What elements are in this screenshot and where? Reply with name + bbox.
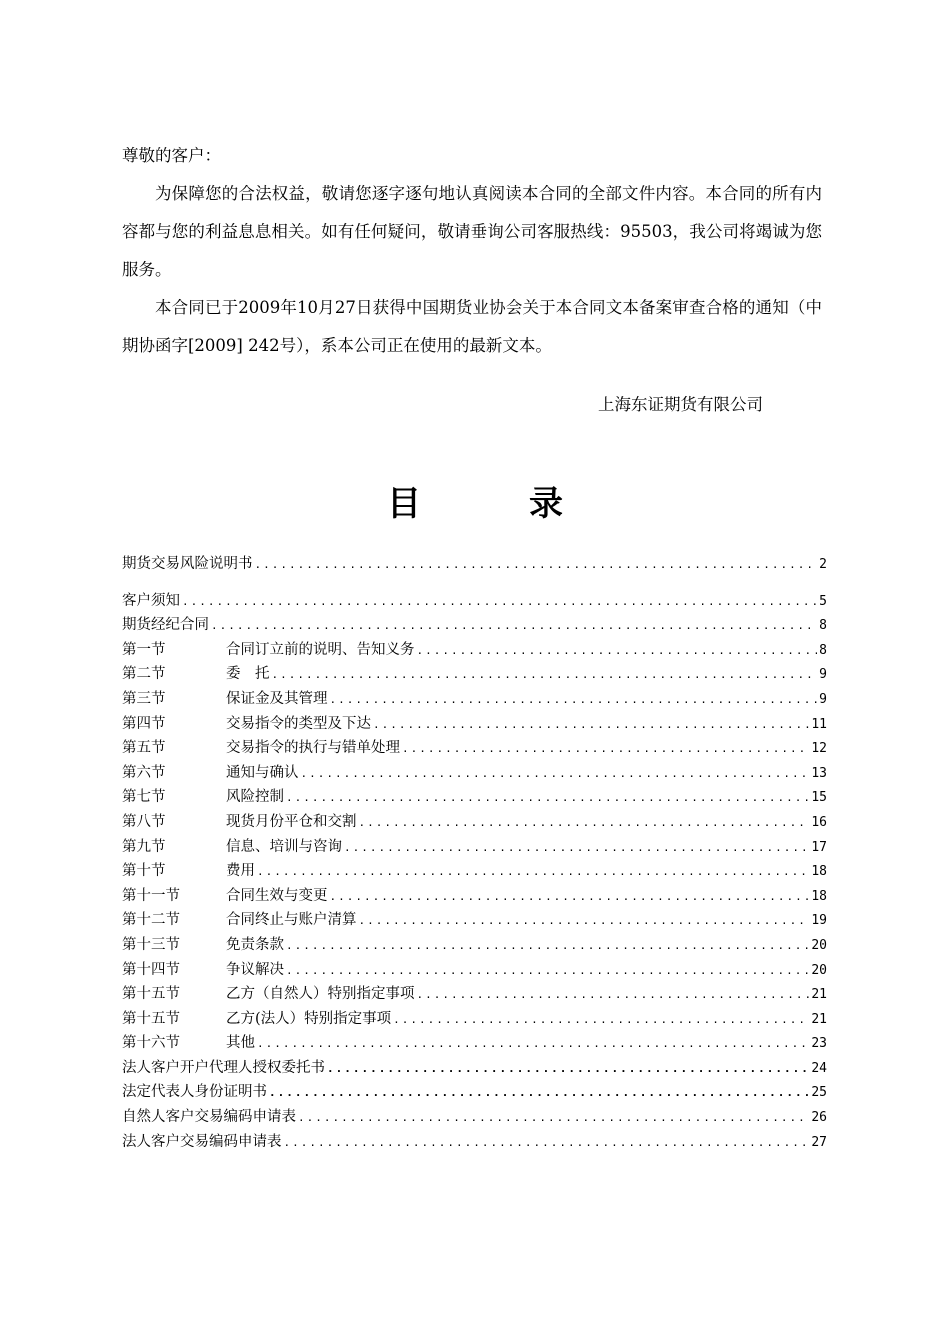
toc-page-number: 18	[811, 888, 827, 904]
toc-title-left: 目	[387, 484, 421, 524]
toc-entry[interactable]	[122, 933, 827, 958]
toc-leader-dots	[301, 762, 810, 787]
toc-section-number: 第十五节	[122, 1010, 180, 1027]
toc-section-number: 第六节	[122, 764, 166, 781]
toc-entry-title: 自然人客户交易编码申请表	[122, 1109, 296, 1126]
toc-page-number: 5	[819, 593, 827, 609]
toc-leader-dots	[257, 1032, 809, 1057]
toc-leader-dots	[284, 1131, 810, 1156]
toc-leader-dots	[211, 614, 817, 639]
toc-entry-title: 通知与确认	[226, 764, 299, 781]
toc-page-number: 9	[819, 667, 827, 683]
toc-leader-dots	[269, 1081, 809, 1106]
toc-page-number: 21	[811, 1011, 827, 1027]
toc-title-right: 录	[529, 484, 563, 524]
toc-page-number: 9	[819, 691, 827, 707]
toc-entry[interactable]	[122, 958, 827, 983]
toc-entry-title: 法定代表人身份证明书	[122, 1084, 267, 1101]
toc-page-number: 24	[811, 1060, 827, 1076]
toc-entry[interactable]	[122, 1007, 827, 1032]
toc-entry[interactable]	[122, 638, 827, 663]
toc-entry[interactable]	[122, 785, 827, 810]
toc-entry[interactable]	[122, 1031, 827, 1056]
intro-paragraph-1: 为保障您的合法权益，敬请您逐字逐句地认真阅读本合同的全部文件内容。本合同的所有内容都与您的利益息息相关。如有任何疑问，敬请垂询公司客服热线：95503，我公司将竭诚为您服务。	[122, 184, 822, 279]
toc-leader-dots	[330, 688, 818, 713]
toc-page-number: 26	[811, 1110, 827, 1126]
toc-entry-title: 期货交易风险说明书	[122, 556, 253, 572]
toc-entry-title: 其他	[226, 1035, 255, 1052]
company-signature: 上海东证期货有限公司	[598, 395, 763, 414]
toc-entry[interactable]	[122, 662, 827, 687]
toc-leader-dots	[373, 713, 809, 738]
toc-entry-title: 风险控制	[226, 789, 284, 806]
toc-page-number: 21	[811, 987, 827, 1003]
toc-entry[interactable]	[122, 736, 827, 761]
toc-entry-title: 交易指令的类型及下达	[226, 715, 371, 732]
toc-entry-title: 法人客户开户代理人授权委托书	[122, 1059, 325, 1076]
toc-leader-dots	[286, 959, 809, 984]
toc-page-number: 2	[819, 557, 827, 572]
toc-section-number: 第十节	[122, 863, 166, 880]
toc-page-number: 12	[811, 741, 827, 757]
toc-page-number: 27	[811, 1134, 827, 1150]
toc-leader-dots	[417, 983, 810, 1008]
toc-entry[interactable]	[122, 908, 827, 933]
intro-paragraph-2: 本合同已于2009年10月27日获得中国期货业协会关于本合同文本备案审查合格的通知（中期协函字[2009] 242号），系本公司正在使用的最新文本。	[122, 298, 822, 355]
toc-entry[interactable]	[122, 982, 827, 1007]
toc-entry-title: 合同订立前的说明、告知义务	[226, 641, 415, 658]
toc-page-number: 25	[811, 1085, 827, 1101]
toc-entry-title: 费用	[226, 863, 255, 880]
toc-entry[interactable]	[122, 859, 827, 884]
table-of-contents	[122, 552, 827, 1154]
toc-section-number: 第十六节	[122, 1035, 180, 1052]
toc-entry-title: 委 托	[226, 666, 270, 683]
toc-section-number: 第十四节	[122, 961, 180, 978]
toc-entry-title: 交易指令的执行与错单处理	[226, 740, 400, 757]
toc-entry[interactable]	[122, 613, 827, 638]
toc-entry[interactable]	[122, 1056, 827, 1081]
toc-entry[interactable]	[122, 687, 827, 712]
toc-section-number: 第二节	[122, 666, 166, 683]
toc-section-number: 第九节	[122, 838, 166, 855]
toc-section-number: 第十五节	[122, 986, 180, 1003]
toc-section-number: 第八节	[122, 813, 166, 830]
toc-page-number: 15	[811, 790, 827, 806]
toc-entry[interactable]	[122, 884, 827, 909]
toc-entry-title: 期货经纪合同	[122, 617, 209, 634]
toc-section-number: 第十三节	[122, 936, 180, 953]
toc-entry[interactable]	[122, 1130, 827, 1155]
toc-entry[interactable]	[122, 1105, 827, 1130]
toc-leader-dots	[286, 786, 809, 811]
toc-entry-title: 乙方（自然人）特别指定事项	[226, 986, 415, 1003]
toc-page-number: 11	[811, 716, 827, 732]
toc-entry-title: 信息、培训与咨询	[226, 838, 342, 855]
toc-page-number: 8	[819, 642, 827, 658]
toc-page-number: 16	[811, 814, 827, 830]
toc-page-number: 19	[811, 913, 827, 929]
toc-entry-title: 现货月份平仓和交割	[226, 813, 357, 830]
toc-page-number: 13	[811, 765, 827, 781]
toc-entry-title: 免责条款	[226, 936, 284, 953]
toc-leader-dots	[327, 1057, 809, 1082]
toc-page-number: 18	[811, 864, 827, 880]
toc-leader-dots	[393, 1008, 809, 1033]
toc-leader-dots	[417, 639, 818, 664]
toc-entry[interactable]	[122, 552, 827, 577]
toc-leader-dots	[298, 1106, 809, 1131]
toc-leader-dots	[402, 737, 809, 762]
toc-leader-dots	[330, 885, 810, 910]
toc-leader-dots	[182, 590, 817, 615]
toc-page-number: 8	[819, 618, 827, 634]
toc-section-number: 第四节	[122, 715, 166, 732]
toc-section-number: 第十一节	[122, 887, 180, 904]
toc-leader-dots	[255, 553, 818, 578]
toc-leader-dots	[359, 811, 810, 836]
toc-leader-dots	[257, 860, 809, 885]
toc-leader-dots	[286, 934, 809, 959]
toc-section-number: 第一节	[122, 641, 166, 658]
toc-page-number: 17	[811, 839, 827, 855]
toc-entry-title: 合同生效与变更	[226, 887, 328, 904]
toc-page-number: 20	[811, 962, 827, 978]
toc-entry-title: 争议解决	[226, 961, 284, 978]
toc-section-number: 第三节	[122, 690, 166, 707]
toc-section-number: 第七节	[122, 789, 166, 806]
toc-section-number: 第五节	[122, 740, 166, 757]
toc-entry[interactable]	[122, 712, 827, 737]
toc-page-number: 20	[811, 937, 827, 953]
toc-page-number: 23	[811, 1036, 827, 1052]
toc-leader-dots	[344, 836, 809, 861]
toc-entry[interactable]	[122, 761, 827, 786]
toc-entry[interactable]	[122, 1080, 827, 1105]
toc-entry-title: 合同终止与账户清算	[226, 912, 357, 929]
toc-entry-title: 法人客户交易编码申请表	[122, 1133, 282, 1150]
toc-title	[0, 476, 950, 532]
toc-entry[interactable]	[122, 589, 827, 614]
toc-entry-title: 乙方(法人）特别指定事项	[226, 1010, 392, 1027]
toc-entry[interactable]	[122, 810, 827, 835]
toc-entry[interactable]	[122, 835, 827, 860]
toc-section-number: 第十二节	[122, 912, 180, 929]
intro-block	[122, 137, 822, 365]
toc-entry-title: 客户须知	[122, 592, 180, 609]
toc-leader-dots	[359, 909, 810, 934]
toc-leader-dots	[272, 663, 818, 688]
greeting: 尊敬的客户：	[122, 146, 221, 165]
toc-entry-title: 保证金及其管理	[226, 690, 328, 707]
